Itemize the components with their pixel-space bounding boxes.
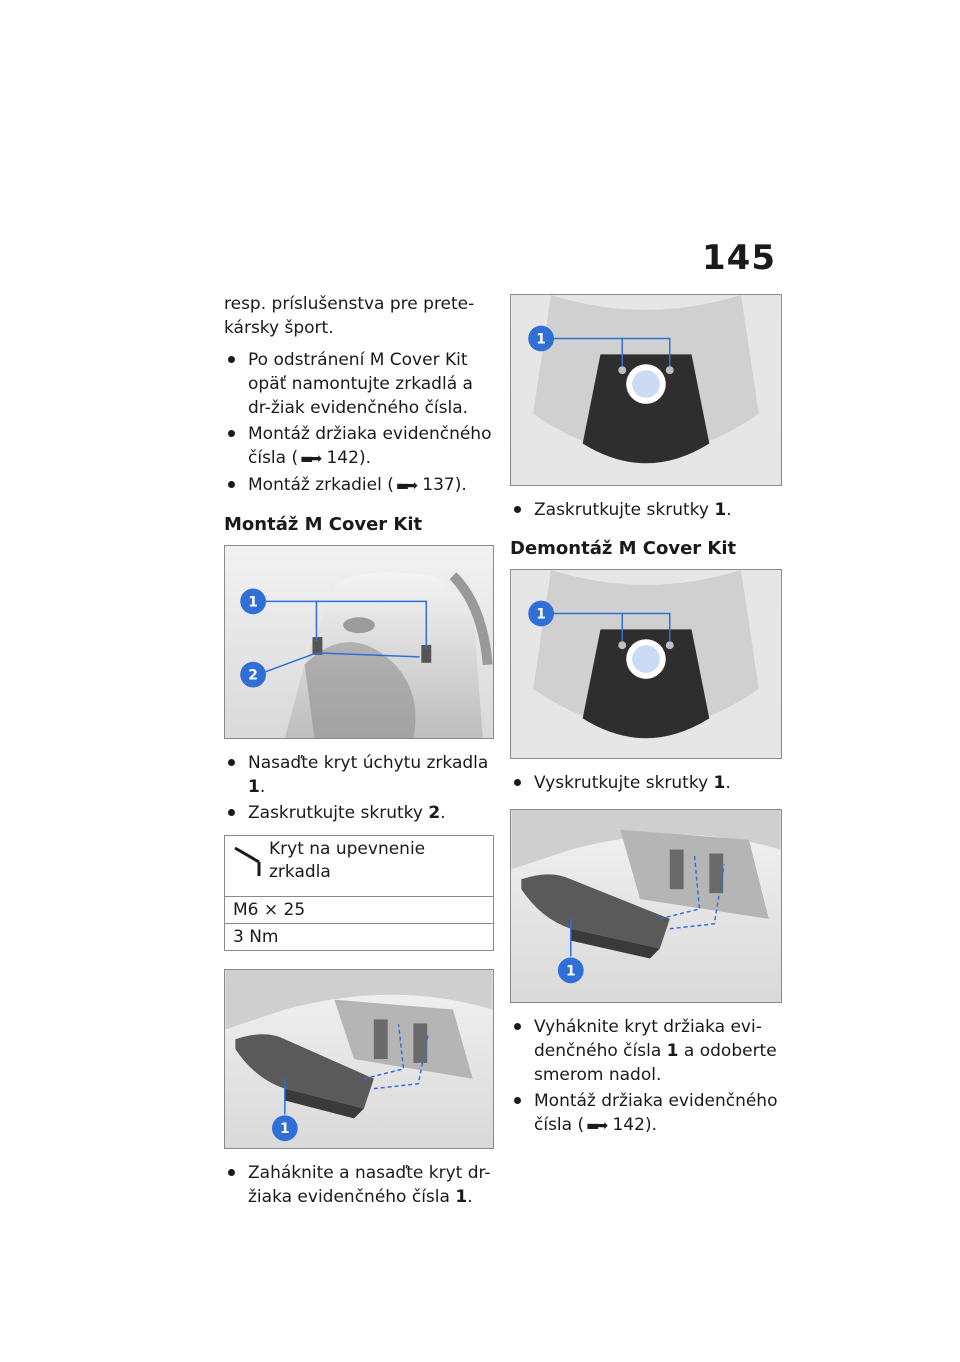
list-item: Vyháknite kryt držiaka evi-denčného čísla 1 a odoberte smerom nadol. (510, 1015, 782, 1087)
callout-1: 1 (536, 331, 546, 348)
section-heading-dismount: Demontáž M Cover Kit (510, 538, 737, 559)
list-item: Montáž držiaka evidenčného čísla ( ▬➡ 142). (510, 1089, 782, 1138)
bullet-list-unhook (510, 1015, 782, 1138)
page-ref-link[interactable]: 142 (326, 448, 359, 468)
spec-row-bolt: M6 × 25 (225, 897, 494, 924)
page-ref-arrow-icon: ▬➡ (300, 451, 320, 467)
spec-title-cell (225, 836, 494, 897)
bullet-list-tighten (510, 498, 782, 522)
spec-title: Kryt na upevnenie zrkadla (269, 839, 426, 882)
callout-1: 1 (280, 1121, 290, 1138)
right-column (510, 294, 782, 1148)
torque-wrench-icon (233, 844, 265, 880)
figure-mirror-cover (224, 545, 494, 739)
list-item: Vyskrutkujte skrutky 1. (510, 771, 782, 795)
spec-row-torque: 3 Nm (225, 924, 494, 951)
section-heading-mount: Montáž M Cover Kit (224, 514, 423, 535)
list-item: Zaháknite a nasaďte kryt dr-žiaka evidenčného čísla 1. (224, 1161, 494, 1209)
list-item: Montáž zrkadiel ( ▬➡ 137). (224, 473, 494, 498)
mirror-cover-illustration (225, 546, 493, 738)
callout-1: 1 (248, 594, 258, 611)
plate-holder-cover-illustration (225, 970, 493, 1148)
page-ref-link[interactable]: 142 (612, 1115, 645, 1135)
bullet-list-hook-cover (224, 1161, 494, 1209)
callout-2: 2 (248, 667, 258, 684)
bullet-list-unscrew (510, 771, 782, 795)
list-item: Zaskrutkujte skrutky 2. (224, 801, 494, 825)
tank-cover-illustration (511, 570, 781, 758)
figure-screws-remove (510, 569, 782, 759)
page-ref-link[interactable]: 137 (422, 475, 455, 495)
list-item: Zaskrutkujte skrutky 1. (510, 498, 782, 522)
list-item: Montáž držiaka evidenčného čísla ( ▬➡ 142). (224, 422, 494, 471)
tank-cover-illustration (511, 295, 781, 485)
bullet-list-mount-steps (224, 751, 494, 825)
callout-1: 1 (565, 963, 576, 980)
bullet-list-mirrors (224, 348, 494, 498)
list-item: Po odstránení M Cover Kit opäť namontujte zrkadlá a dr-žiak evidenčného čísla. (224, 348, 494, 420)
plate-holder-cover-illustration (511, 810, 781, 1002)
left-column (224, 292, 494, 1219)
torque-spec-table (224, 835, 494, 951)
figure-plate-holder-cover (224, 969, 494, 1149)
page-ref-arrow-icon: ▬➡ (395, 478, 415, 494)
figure-plate-holder-remove (510, 809, 782, 1003)
page-ref-arrow-icon: ▬➡ (586, 1118, 606, 1134)
page-number: 145 (702, 238, 776, 278)
list-item: Nasaďte kryt úchytu zrkadla 1. (224, 751, 494, 799)
intro-text: resp. príslušenstva pre prete-kársky šport. (224, 294, 475, 338)
figure-screws-install (510, 294, 782, 486)
callout-1: 1 (536, 606, 546, 623)
